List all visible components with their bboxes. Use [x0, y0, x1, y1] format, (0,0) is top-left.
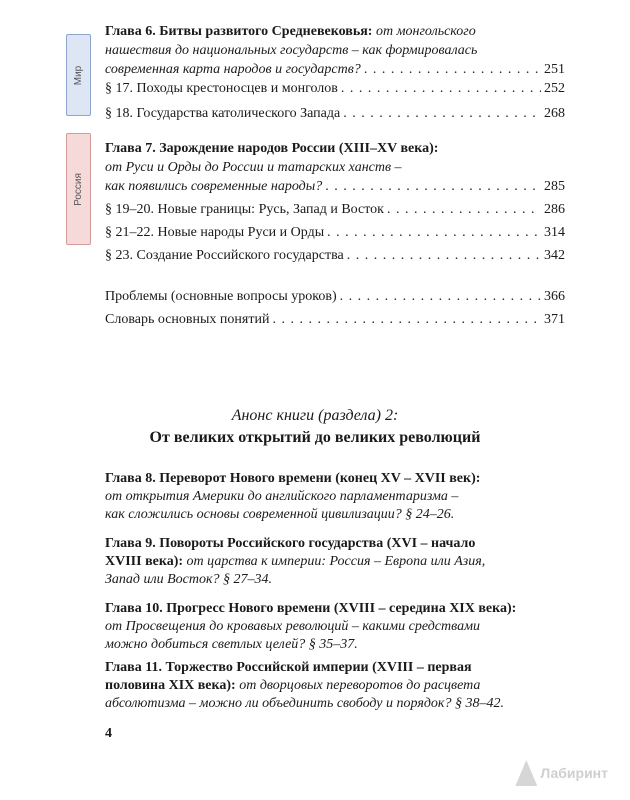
section-tab-russia — [66, 133, 91, 245]
chapter-9-line-1: от царства к империи: Россия – Европа или Азия, — [183, 554, 486, 569]
toc-entry-23-label: § 23. Создание Российского государства — [105, 248, 344, 263]
toc-entry-18-label: § 18. Государства католического Запада — [105, 106, 341, 121]
chapter-6-desc-2: нашествия до национальных государств – как формировалась — [105, 43, 478, 58]
toc-entry-19-label: § 19–20. Новые границы: Русь, Запад и Восток — [105, 202, 384, 217]
chapter-6-title: Глава 6. Битвы развитого Средневековья: — [105, 24, 373, 39]
chapter-8-line-2: как сложились основы современной цивилизации? § 24–26. — [105, 507, 455, 522]
toc-entry-18 — [105, 104, 565, 123]
toc-entry-17-page: 252 — [544, 81, 565, 96]
toc-entry-21-label: § 21–22. Новые народы Руси и Орды — [105, 225, 325, 240]
chapter-11-line-1: от дворцовых переворотов до расцвета — [235, 678, 481, 693]
toc-top — [105, 22, 565, 329]
chapter-8-line-1: от открытия Америки до английского парламентаризма – — [105, 489, 459, 504]
chapter-9-title-1: Глава 9. Повороты Российского государства (XVI – начало — [105, 536, 476, 551]
chapter-6-page: 251 — [544, 62, 565, 77]
toc-entry-glossary-label: Словарь основных понятий — [105, 312, 270, 327]
chapter-9-line-2: Запад или Восток? § 27–34. — [105, 572, 273, 587]
toc-entry-17-label: § 17. Походы крестоносцев и монголов — [105, 81, 338, 96]
chapter-8-title: Глава 8. Переворот Нового времени (конец XV – XVII век): — [105, 471, 481, 486]
section-tab-world-label: Мир — [72, 65, 84, 85]
chapter-10 — [105, 600, 575, 654]
toc-entry-glossary — [105, 310, 565, 329]
toc-entry-18-page: 268 — [544, 106, 565, 121]
toc-entry-23 — [105, 246, 565, 265]
watermark-text: Лабиринт — [540, 765, 608, 781]
labyrinth-logo-icon — [515, 760, 537, 786]
chapter-6-desc-3: современная карта народов и государств? — [105, 62, 361, 77]
chapter-11-title-1: Глава 11. Торжество Российской империи (XVIII – первая — [105, 660, 472, 675]
chapter-7-desc-2: как появились современные народы? — [105, 179, 323, 194]
toc-entry-21-page: 314 — [544, 225, 565, 240]
section-tab-russia-label: Россия — [73, 172, 85, 206]
announcement-subtitle: Анонс книги (раздела) 2: — [231, 407, 399, 424]
chapter-9 — [105, 535, 575, 589]
toc-entry-problems-page: 366 — [544, 289, 565, 304]
toc-entry-23-page: 342 — [544, 248, 565, 263]
chapter-6 — [105, 22, 565, 79]
watermark — [515, 760, 608, 786]
chapter-7 — [105, 139, 565, 196]
announcement — [0, 405, 630, 449]
toc-entry-21 — [105, 223, 565, 242]
chapter-7-page: 285 — [544, 179, 565, 194]
chapter-10-line-1: от Просвещения до кровавых революций – какими средствами — [105, 619, 481, 634]
toc-entry-17 — [105, 79, 565, 98]
toc-entry-problems-label: Проблемы (основные вопросы уроков) — [105, 289, 337, 304]
chapter-8 — [105, 470, 575, 524]
toc-entry-problems — [105, 287, 565, 306]
toc-entry-19 — [105, 200, 565, 219]
toc-entry-19-page: 286 — [544, 202, 565, 217]
chapter-10-title: Глава 10. Прогресс Нового времени (XVIII – середина XIX века): — [105, 601, 517, 616]
chapter-7-title: Глава 7. Зарождение народов России (XIII–XV века): — [105, 141, 439, 156]
chapter-11-line-2: абсолютизма – можно ли объединить свободу и порядок? § 38–42. — [105, 696, 504, 711]
chapter-6-desc-1: от монгольского — [372, 24, 476, 39]
chapter-9-title-2: XVIII века): — [105, 554, 184, 569]
toc-entry-glossary-page: 371 — [544, 312, 565, 327]
chapter-11 — [105, 659, 575, 713]
page-number: 4 — [105, 726, 112, 741]
announcement-title: От великих открытий до великих революций — [149, 429, 481, 446]
chapter-11-title-2: половина XIX века): — [105, 678, 236, 693]
section-tab-world — [66, 34, 91, 116]
chapter-10-line-2: можно добиться светлых целей? § 35–37. — [105, 637, 358, 652]
chapter-7-desc-1: от Руси и Орды до России и татарских ханств – — [105, 160, 402, 175]
